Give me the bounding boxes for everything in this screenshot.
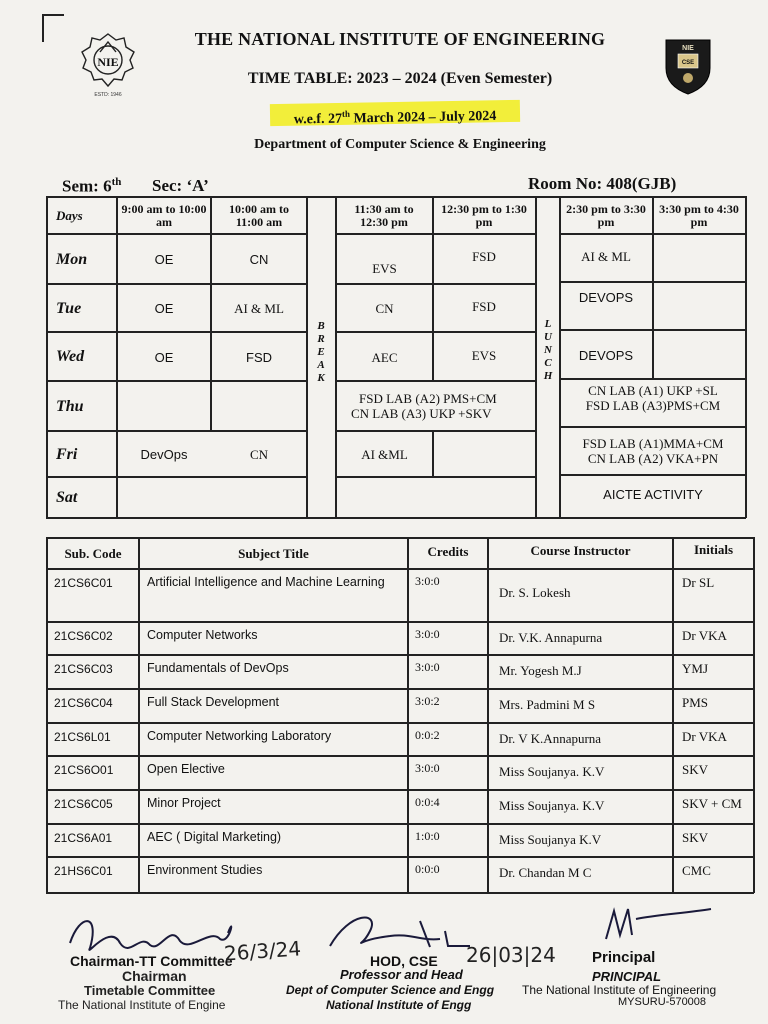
subject-initials: PMS [682, 695, 709, 710]
subject-credits: 0:0:2 [415, 728, 440, 742]
subject-title: Environment Studies [147, 863, 263, 877]
institute-title: THE NATIONAL INSTITUTE OF ENGINEERING [194, 29, 606, 49]
days-header: Days [56, 208, 83, 223]
day-fri: Fri [56, 445, 78, 463]
subject-initials: Dr SL [682, 575, 715, 590]
subject-title: Artificial Intelligence and Machine Learning [147, 575, 385, 589]
slot-header-3: 11:30 am to 12:30 pm [354, 201, 414, 229]
subject-instructor: Miss Soujanya. K.V [499, 798, 605, 813]
subject-credits: 3:0:2 [415, 694, 440, 708]
subject-credits: 3:0:0 [415, 761, 440, 775]
subject-initials: SKV [682, 830, 709, 845]
hod-stamp-1: Professor and Head [340, 967, 463, 982]
subject-title: Open Elective [147, 762, 225, 776]
subject-title: Computer Networks [147, 628, 258, 642]
wed-slot-3: AEC [371, 349, 398, 365]
subject-instructor: Dr. V K.Annapurna [499, 731, 602, 746]
subject-code: 21CS6A01 [54, 831, 113, 845]
tue-slot-2: AI & ML [234, 301, 284, 316]
subject-title: Minor Project [147, 796, 221, 810]
subject-initials: YMJ [682, 661, 709, 676]
hod-label: HOD, CSE [370, 953, 438, 969]
mon-slot-2: CN [249, 251, 269, 267]
subject-instructor: Miss Soujanya K.V [499, 832, 602, 847]
signature-block [0, 895, 768, 1024]
lunch-label: L U N C H [543, 318, 553, 382]
pen-mark [42, 14, 64, 42]
subject-credits: 3:0:0 [415, 660, 440, 674]
subject-instructor: Mr. Yogesh M.J [499, 663, 582, 678]
mon-slot-4: FSD [472, 248, 496, 264]
principal-signature [596, 899, 716, 949]
wed-slot-1: OE [154, 349, 174, 365]
timetable-title: TIME TABLE: 2023 – 2024 (Even Semester) [247, 70, 553, 87]
day-thu: Thu [56, 397, 84, 415]
subject-title: Full Stack Development [147, 695, 280, 709]
subject-title: Fundamentals of DevOps [147, 661, 289, 675]
svg-text:CSE: CSE [681, 60, 695, 66]
svg-text:NIE: NIE [682, 45, 694, 52]
svg-text:NIE: NIE [97, 55, 119, 69]
fri-afternoon-lab-block: FSD LAB (A1)MMA+CM CN LAB (A2) VKA+PN [582, 436, 724, 466]
day-wed: Wed [56, 348, 85, 365]
sat-afternoon-activity: AICTE ACTIVITY [603, 486, 703, 502]
subject-initials: SKV + CM [682, 796, 742, 811]
subject-title: AEC ( Digital Marketing) [147, 830, 282, 844]
day-sat: Sat [56, 489, 78, 506]
chairman-date: 26/3/24 [223, 936, 302, 966]
wed-slot-4: EVS [471, 347, 497, 363]
subject-initials: CMC [682, 863, 711, 878]
semester-label: Sem: 6th [62, 176, 122, 196]
subject-code: 21CS6L01 [54, 730, 111, 744]
subject-credits: 1:0:0 [415, 829, 440, 843]
subject-code: 21CS6C02 [54, 629, 113, 643]
subject-code: 21CS6C04 [54, 696, 113, 710]
subject-credits: 0:0:4 [415, 795, 440, 809]
principal-stamp-3: MYSURU-570008 [618, 996, 707, 1008]
effective-date-highlight: w.e.f. 27th March 2024 – July 2024 [270, 100, 520, 126]
hod-stamp-2: Dept of Computer Science and Engg [286, 983, 495, 997]
day-tue: Tue [56, 299, 82, 317]
principal-stamp-1: PRINCIPAL [592, 969, 662, 984]
day-mon: Mon [56, 250, 88, 268]
chairman-stamp-3: The National Institute of Engine [58, 998, 226, 1012]
subject-instructor: Miss Soujanya. K.V [499, 764, 605, 779]
subject-code: 21HS6C01 [54, 864, 113, 878]
subject-credits: 0:0:0 [415, 862, 440, 876]
subject-table [46, 537, 754, 893]
subject-title: Computer Networking Laboratory [147, 729, 332, 743]
timetable-grid [46, 196, 746, 518]
hod-stamp-3: National Institute of Engg [326, 998, 472, 1012]
institute-logo [78, 30, 138, 98]
col-credits: Credits [427, 543, 469, 559]
subject-initials: Dr VKA [682, 628, 727, 643]
principal-stamp-2: The National Institute of Engineering [522, 983, 717, 997]
room-number: Room No: 408(GJB) [528, 174, 677, 193]
col-instructor: Course Instructor [530, 542, 631, 558]
subject-instructor: Dr. S. Lokesh [499, 585, 571, 600]
col-initials: Initials [693, 541, 733, 557]
col-subject-title: Subject Title [238, 545, 309, 561]
mon-slot-5: AI & ML [581, 248, 631, 264]
subject-initials: SKV [682, 762, 709, 777]
slot-header-6: 3:30 pm to 4:30 pm [659, 201, 739, 229]
mon-slot-1: OE [154, 251, 174, 267]
tue-slot-1: OE [154, 301, 174, 316]
tue-slot-5: DEVOPS [578, 289, 634, 305]
hod-signature [320, 901, 490, 961]
tue-slot-3: CN [375, 301, 394, 316]
col-sub-code: Sub. Code [64, 545, 122, 561]
slot-header-1: 9:00 am to 10:00 am [121, 201, 207, 229]
subject-instructor: Dr. V.K. Annapurna [499, 630, 603, 645]
tue-slot-4: FSD [472, 299, 496, 314]
subject-instructor: Mrs. Padmini M S [499, 697, 596, 712]
slot-header-2: 10:00 am to 11:00 am [229, 201, 289, 229]
fri-slot-3: AI &ML [361, 446, 408, 462]
thu-lab-block: FSD LAB (A2) PMS+CM CN LAB (A3) UKP +SKV [351, 391, 497, 421]
wed-slot-2: FSD [246, 349, 272, 365]
subject-code: 21CS6C05 [54, 797, 113, 811]
svg-text:ESTD: 1946: ESTD: 1946 [94, 92, 122, 98]
break-label: B R E A K [317, 320, 325, 384]
slot-header-5: 2:30 pm to 3:30 pm [566, 201, 646, 229]
subject-code: 21CS6C01 [54, 576, 113, 590]
chairman-stamp-1: Chairman [122, 968, 187, 984]
mon-slot-3: EVS [372, 260, 397, 276]
wed-slot-5: DEVOPS [578, 347, 634, 363]
section-label: Sec: ‘A’ [152, 176, 209, 195]
subject-credits: 3:0:0 [415, 574, 440, 588]
department-logo [660, 34, 716, 96]
subject-code: 21CS6C03 [54, 662, 113, 676]
principal-label: Principal [592, 949, 656, 966]
chairman-stamp-2: Timetable Committee [84, 983, 216, 998]
subject-initials: Dr VKA [682, 729, 727, 744]
hod-date: 26|03|24 [466, 943, 556, 967]
subject-credits: 3:0:0 [415, 627, 440, 641]
fri-slot-2: CN [249, 446, 269, 462]
slot-header-4: 12:30 pm to 1:30 pm [441, 201, 527, 229]
subject-instructor: Dr. Chandan M C [499, 865, 592, 880]
department-heading: Department of Computer Science & Engineering [254, 137, 546, 152]
fri-slot-1: DevOps [140, 446, 188, 462]
chairman-label: Chairman-TT Committee [70, 953, 233, 969]
thu-afternoon-lab-block: CN LAB (A1) UKP +SL FSD LAB (A3)PMS+CM [585, 383, 721, 413]
subject-code: 21CS6O01 [54, 763, 114, 777]
